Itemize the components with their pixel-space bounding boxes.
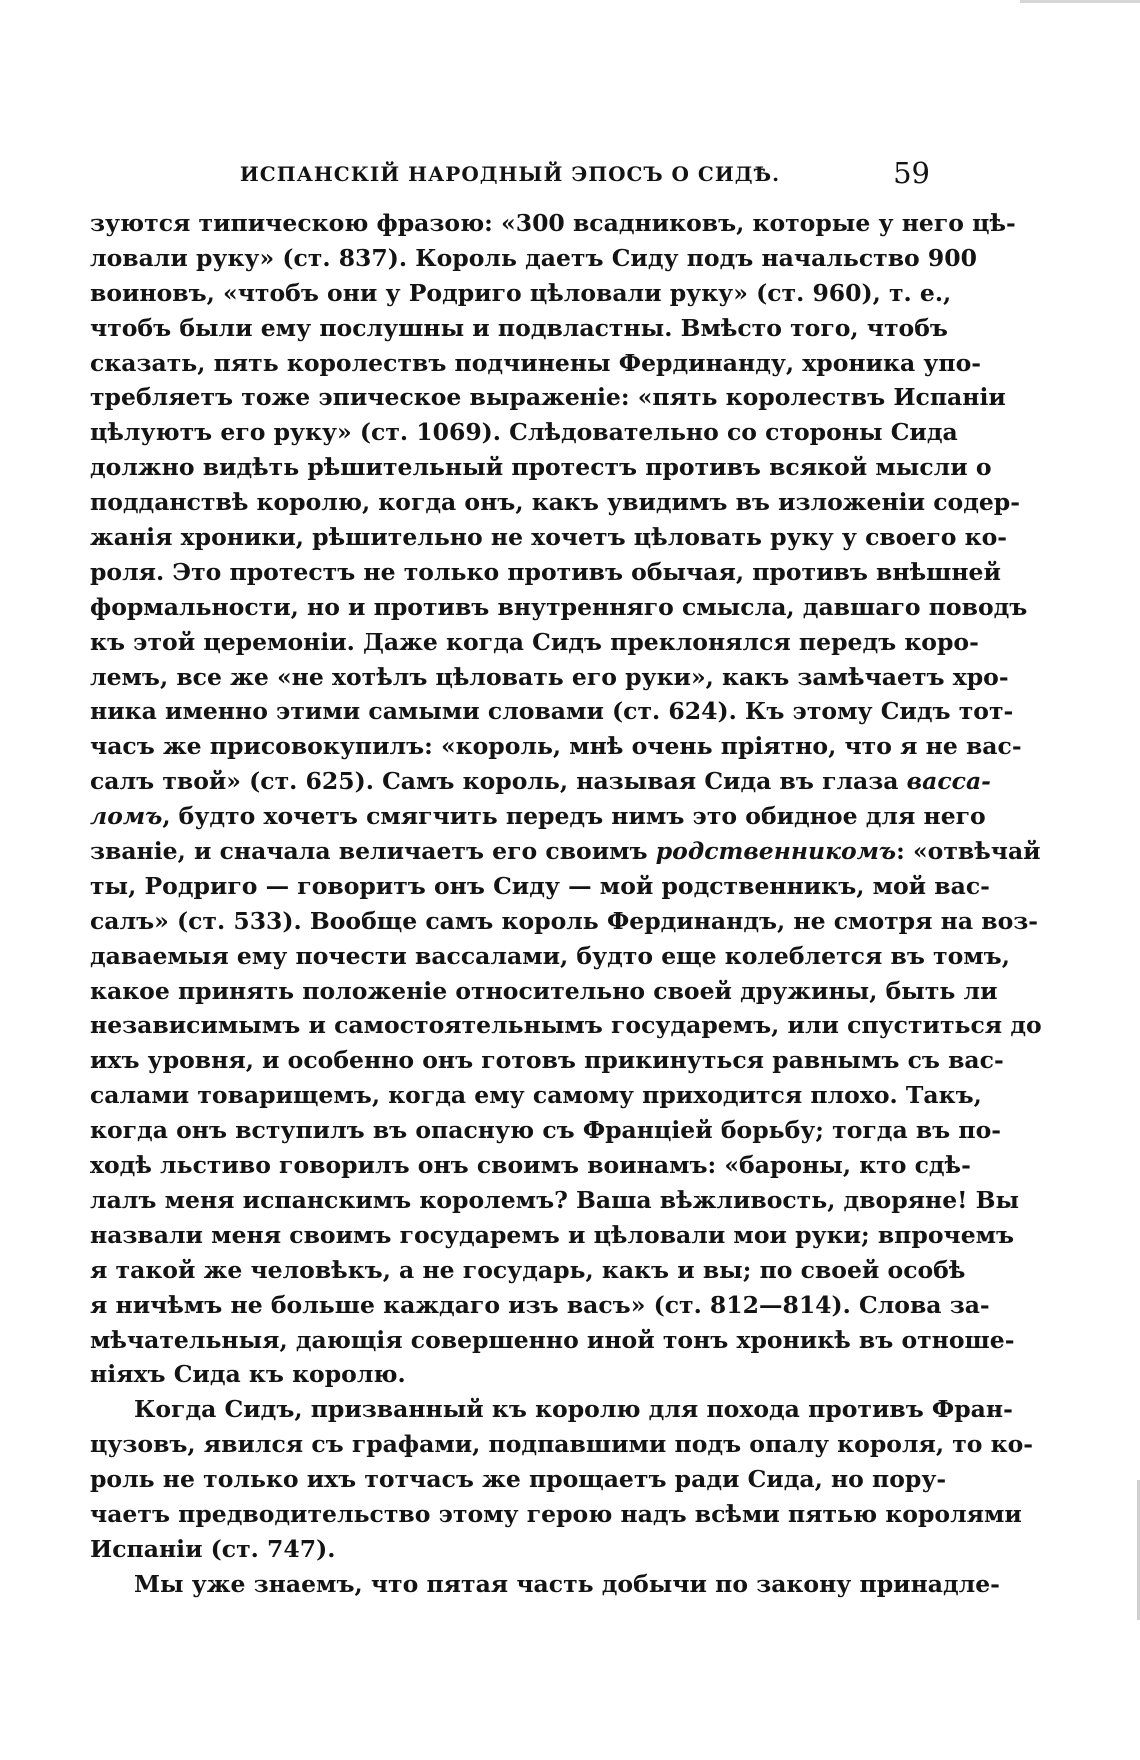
text-line: независимымъ и самостоятельнымъ государемъ, или спуститься до	[90, 1011, 1042, 1040]
paragraph-line: Испаніи (ст. 747).	[90, 1534, 336, 1563]
text-line: назвали меня своимъ государемъ и цѣловали мои руки; впрочемъ	[90, 1220, 1015, 1249]
text-run: , будто хочетъ смягчить передъ нимъ это обидное для него	[162, 802, 986, 831]
text-line: воиновъ, «чтобъ они у Родриго цѣловали руку» (ст. 960), т. е.,	[90, 278, 952, 307]
text-line: лалъ меня испанскимъ королемъ? Ваша вѣжливость, дворяне! Вы	[90, 1185, 1020, 1214]
text-run: салъ твой» (ст. 625). Самъ король, называя Сида въ глаза	[90, 767, 907, 796]
italic-run: вассa-	[906, 767, 991, 796]
paragraph-line: роль не только ихъ тотчасъ же прощаетъ ради Сида, но пору-	[90, 1465, 947, 1494]
text-line: ты, Родриго — говоритъ онъ Сиду — мой родственникъ, мой вас-	[90, 871, 990, 900]
text-line	[90, 799, 986, 834]
page-header	[90, 156, 930, 196]
italic-run: родственникомъ	[655, 837, 897, 866]
text-line: салами товарищемъ, когда ему самому приходится плохо. Такъ,	[90, 1081, 982, 1110]
text-line	[90, 834, 1041, 869]
text-line: салъ» (ст. 533). Вообще самъ король Фердинандъ, не смотря на воз-	[90, 906, 1039, 935]
text-line: лемъ, все же «не хотѣлъ цѣловать его руки», какъ замѣчаетъ хро-	[90, 662, 1009, 691]
text-line: ловали руку» (ст. 837). Король даетъ Сиду подъ начальство 900	[90, 243, 977, 272]
text-line: какое принять положеніе относительно своей дружины, быть ли	[90, 976, 998, 1005]
text-line: ихъ уровня, и особенно онъ готовъ прикинуться равнымъ съ вас-	[90, 1046, 1004, 1075]
text-line: должно видѣть рѣшительный протестъ противъ всякой мысли о	[90, 453, 992, 482]
paragraph-line: Когда Сидъ, призванный къ королю для похода противъ Фран-	[134, 1395, 1013, 1424]
paragraph-line: цузовъ, явился съ графами, подпавшими подъ опалу короля, то ко-	[90, 1430, 1034, 1459]
text-line: цѣлуютъ его руку» (ст. 1069). Слѣдовательно со стороны Сида	[90, 418, 958, 447]
text-run: званіе, и сначала величаетъ его своимъ	[90, 837, 656, 866]
text-line: ніяхъ Сида къ королю.	[90, 1360, 406, 1389]
text-line: сказать, пять королествъ подчинены Фердинанду, хроника упо-	[90, 348, 982, 377]
text-line: требляетъ тоже эпическое выраженіе: «пять королествъ Испаніи	[90, 383, 1006, 412]
text-line: часъ же присовокупилъ: «король, мнѣ очень пріятно, что я не вас-	[90, 732, 1022, 761]
paragraph-line: Мы уже знаемъ, что пятая часть добычи по закону принадле-	[134, 1569, 1000, 1598]
scan-edge-mark	[1020, 0, 1140, 3]
text-line: ника именно этими самыми словами (ст. 624). Къ этому Сидъ тот-	[90, 697, 1014, 726]
text-line: я ничѣмъ не больше каждаго изъ васъ» (ст. 812—814). Слова за-	[90, 1290, 990, 1319]
text-run: : «отвѣчай	[896, 837, 1041, 866]
text-line: къ этой церемоніи. Даже когда Сидъ преклонялся передъ коро-	[90, 627, 979, 656]
text-line: даваемыя ему почести вассалами, будто еще колеблется въ томъ,	[90, 941, 1010, 970]
text-line: ходѣ льстиво говорилъ онъ своимъ воинамъ: «бароны, кто сдѣ-	[90, 1151, 971, 1180]
text-line: чтобъ были ему послушны и подвластны. Вмѣсто того, чтобъ	[90, 313, 948, 342]
italic-run: ломъ	[90, 802, 163, 831]
text-line: подданствѣ королю, когда онъ, какъ увидимъ въ изложеніи содер-	[90, 488, 1020, 517]
running-title: ИСПАНСКІЙ НАРОДНЫЙ ЭПОСЪ О СИДѢ.	[239, 162, 781, 186]
text-line: мѣчательныя, дающія совершенно иной тонъ хроникѣ въ отноше-	[90, 1325, 1015, 1354]
page-number: 59	[893, 156, 930, 190]
text-line: жанія хроники, рѣшительно не хочетъ цѣловать руку у своего ко-	[90, 523, 1007, 552]
body-text	[90, 206, 1042, 1602]
text-line: роля. Это протестъ не только противъ обычая, противъ внѣшней	[90, 557, 1001, 586]
text-line: формальности, но и противъ внутренняго смысла, давшаго поводъ	[90, 592, 1028, 621]
text-line: зуются типическою фразою: «300 всадниковъ, которые у него цѣ-	[90, 209, 1016, 237]
text-line: когда онъ вступилъ въ опасную съ Франціей борьбу; тогда въ по-	[90, 1116, 1002, 1145]
paragraph-line: чаетъ предводительство этому герою надъ всѣми пятью королями	[90, 1499, 1022, 1528]
text-line	[90, 764, 991, 799]
text-line: я такой же человѣкъ, а не государь, какъ и вы; по своей особѣ	[90, 1255, 966, 1284]
